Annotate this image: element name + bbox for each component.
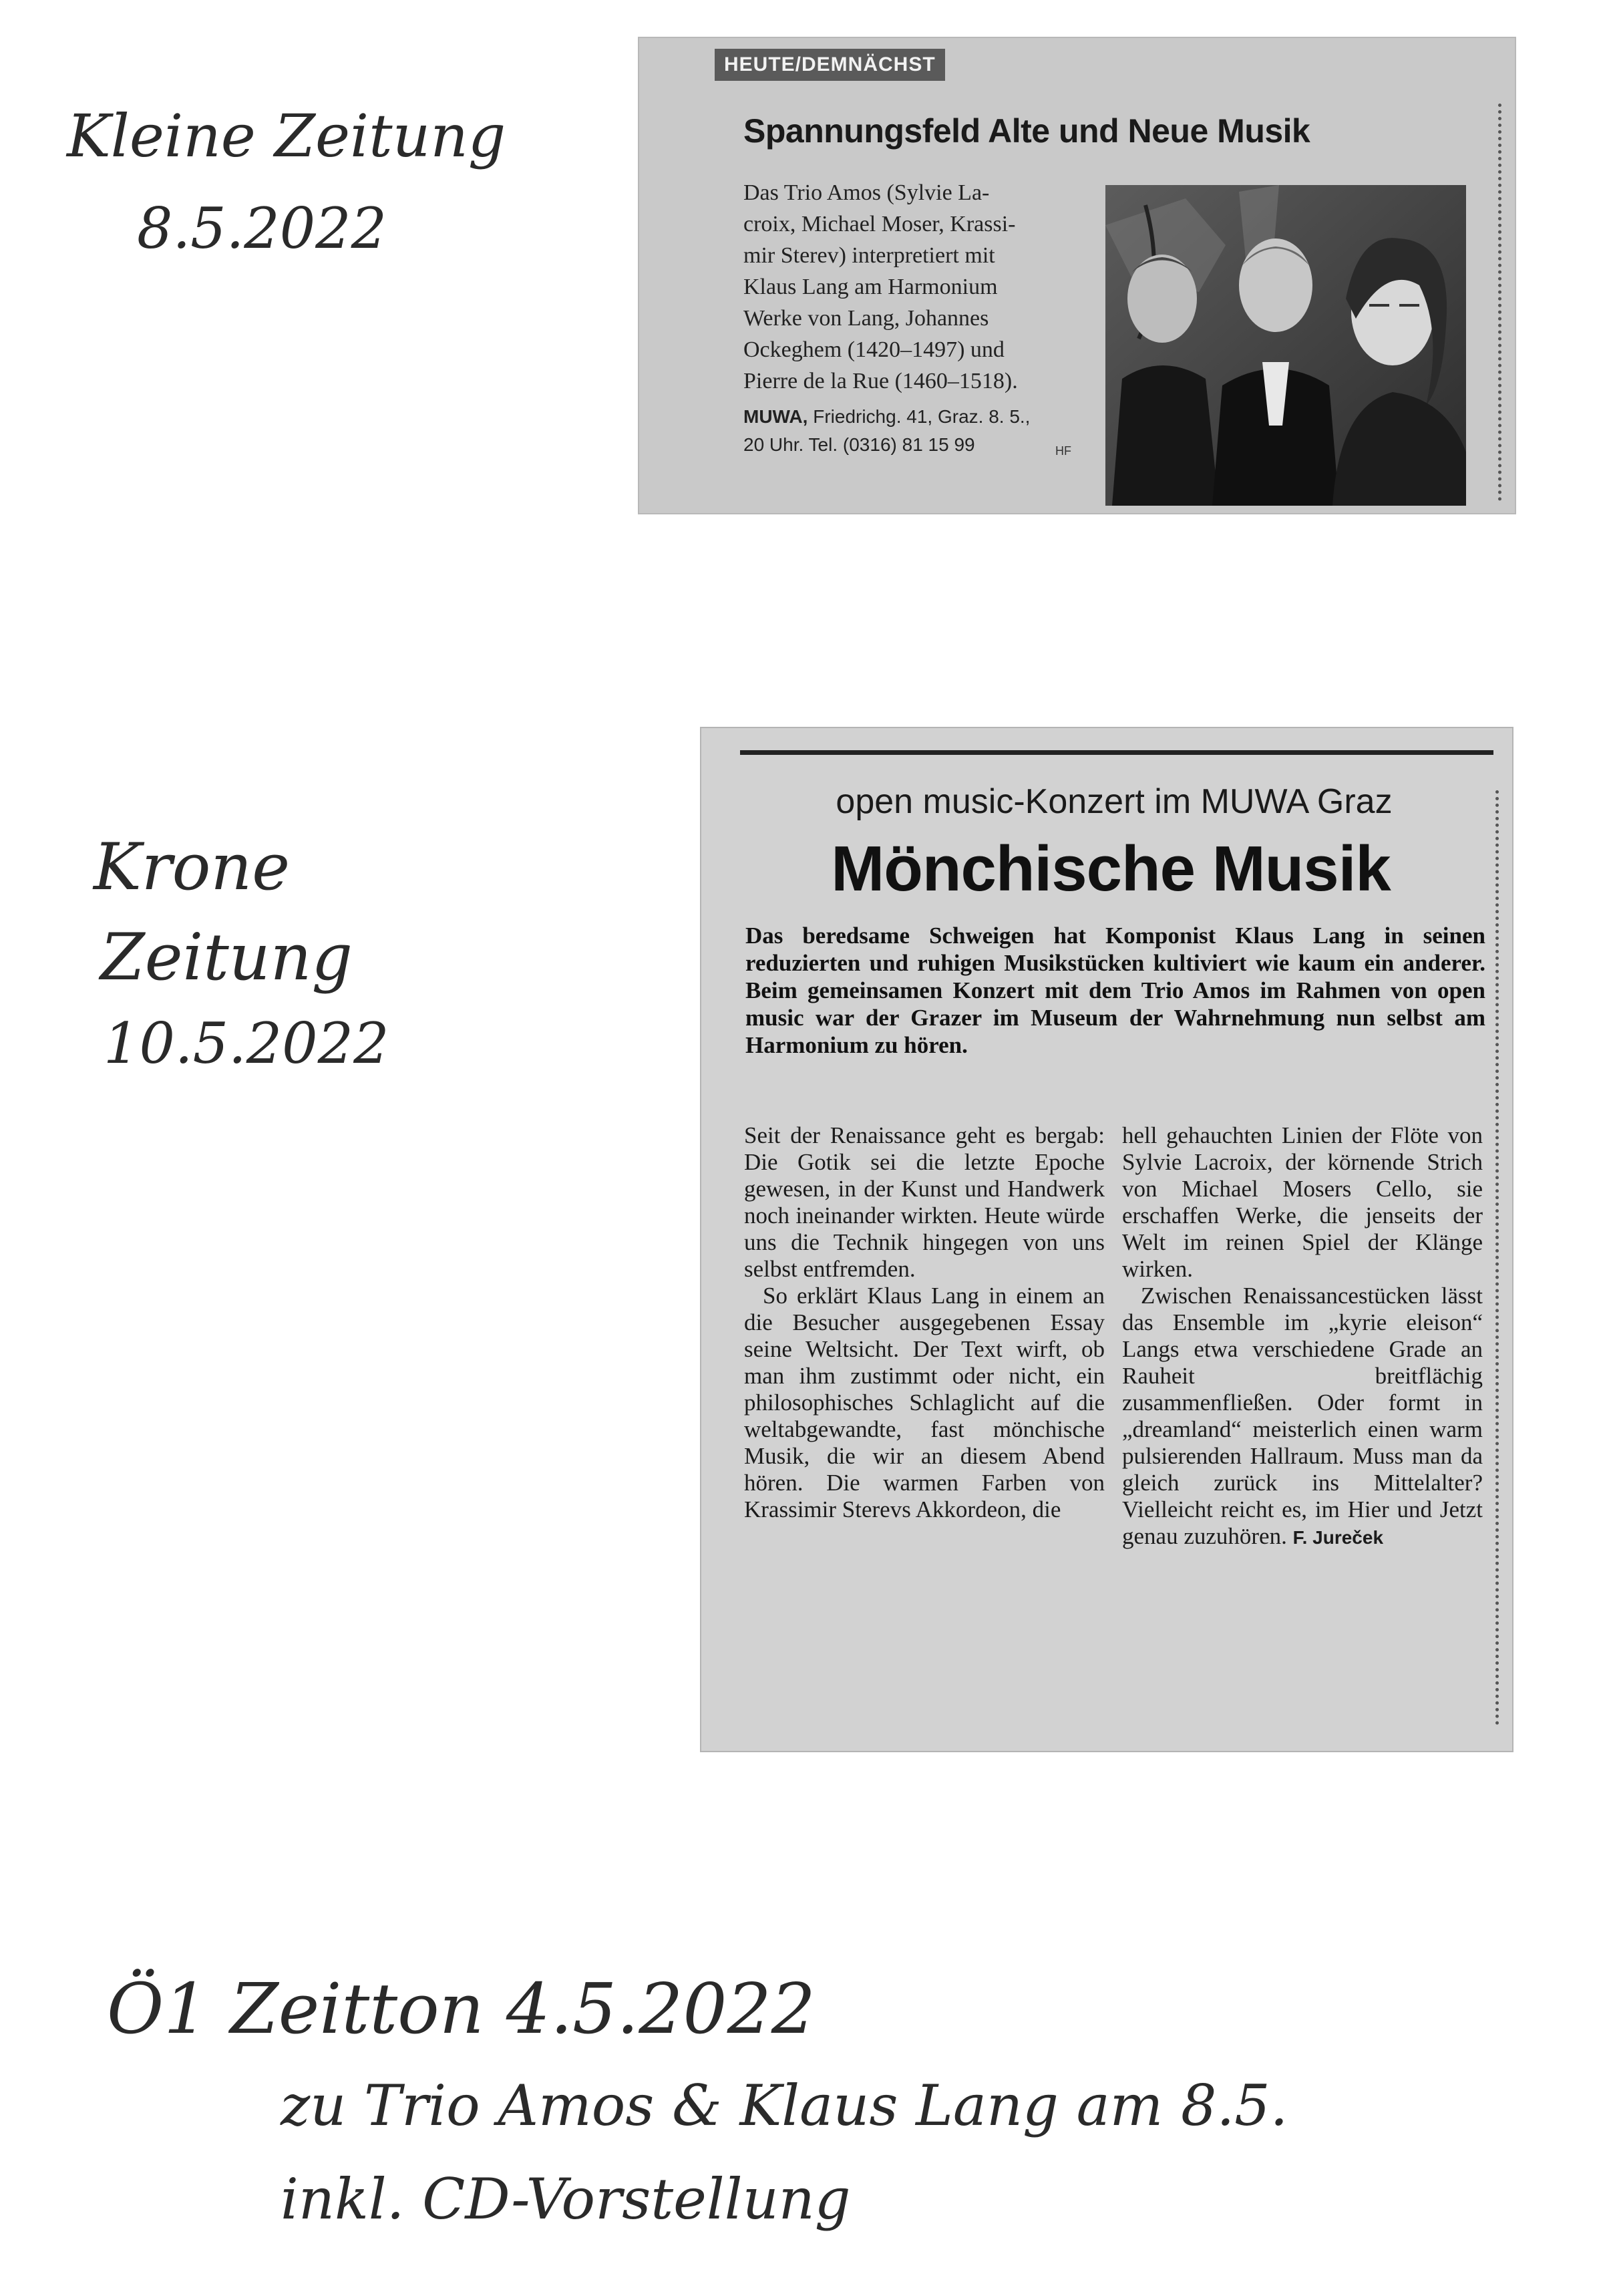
author-credit: HF xyxy=(1055,444,1071,458)
article-headline: Spannungsfeld Alte und Neue Musik xyxy=(743,112,1310,150)
dotted-cut-line xyxy=(1498,104,1501,501)
body-line: Pierre de la Rue (1460–1518). xyxy=(743,369,1018,393)
handwritten-concert-note: zu Trio Amos & Klaus Lang am 8.5. xyxy=(281,2073,1288,2138)
section-tag: HEUTE/DEMNÄCHST xyxy=(715,49,945,81)
band-photo xyxy=(1105,185,1466,506)
paragraph: So erklärt Klaus Lang in einem an die Besucher ausgegebenen Essay seine Weltsicht. Der Text wirft, ob man ihm zustimmt oder nicht, ein philosophisches Schlaglicht auf die weltabgewandte, fast mönchische Musik, die wir an diesem Abend hören. Die warmen Farben von Krassimir Sterevs Akkordeon, die xyxy=(744,1283,1105,1522)
handwritten-date-kleine-zeitung: 8.5.2022 xyxy=(137,196,387,261)
handwritten-date-krone: 10.5.2022 xyxy=(104,1011,389,1076)
author-byline: F. Jureček xyxy=(1292,1527,1384,1548)
dotted-cut-line xyxy=(1495,790,1499,1726)
article-kicker: open music-Konzert im MUWA Graz xyxy=(836,782,1393,821)
body-line: Ockeghem (1420–1497) und xyxy=(743,337,1005,362)
top-rule xyxy=(740,750,1493,755)
trio-photo-illustration xyxy=(1105,185,1466,506)
body-line: Klaus Lang am Harmonium xyxy=(743,275,998,299)
article-lead: Das beredsame Schweigen hat Komponist Klaus Lang in seinen reduzierten und ruhigen Musikstücken kultiviert wie kaum ein anderer. Beim gemeinsamen Konzert mit dem Trio Amos im Rahmen von open music war der Grazer im Museum der Wahrnehmung nun selbst am Harmonium zu hören. xyxy=(745,923,1485,1058)
handwritten-source-krone-line2: Zeitung xyxy=(100,920,353,995)
body-line: Werke von Lang, Johannes xyxy=(743,306,989,331)
venue-address: Friedrichg. 41, Graz. 8. 5., xyxy=(808,406,1031,427)
handwritten-cd-note: inkl. CD-Vorstellung xyxy=(281,2166,851,2232)
paragraph: hell gehauchten Linien der Flöte von Sylvie Lacroix, der körnende Strich von Michael Mosers Cello, sie erschaffen Werke, die jenseits der Welt im reinen Spiel der Klänge wirken. xyxy=(1122,1122,1483,1282)
paragraph-text: Zwischen Renaissancestücken lässt das Ensemble im „kyrie eleison“ Langs etwa verschiedene Grade an Rauheit breitflächig zusammenfließen. Oder formt in „dreamland“ meisterlich einen warm pulsierenden Hallraum. Muss man da gleich zurück ins Mittelalter? Vielleicht reicht es, im Hier und Jetzt genau zuzuhören. xyxy=(1122,1283,1483,1549)
paragraph xyxy=(1122,1283,1483,1551)
body-line: Das Trio Amos (Sylvie La- xyxy=(743,180,990,205)
newspaper-clipping-krone-zeitung xyxy=(700,727,1513,1752)
article-body xyxy=(743,177,1091,397)
venue-time-phone: 20 Uhr. Tel. (0316) 81 15 99 xyxy=(743,434,975,455)
article-column-left xyxy=(744,1122,1105,1523)
article-column-right xyxy=(1122,1122,1483,1551)
newspaper-clipping-kleine-zeitung xyxy=(638,37,1516,514)
body-line: mir Sterev) interpretiert mit xyxy=(743,243,995,268)
paragraph: Seit der Renaissance geht es bergab: Die Gotik sei die letzte Epoche gewesen, in der Kunst und Handwerk noch ineinander wirkten. Heute würde uns die Technik hingegen von uns selbst entfremden. xyxy=(744,1122,1105,1282)
body-line: croix, Michael Moser, Krassi- xyxy=(743,212,1016,236)
handwritten-source-krone-line1: Krone xyxy=(94,830,291,905)
article-headline: Mönchische Musik xyxy=(831,833,1391,905)
venue-name: MUWA, xyxy=(743,406,808,427)
handwritten-source-kleine-zeitung: Kleine Zeitung xyxy=(67,102,506,170)
handwritten-radio-note: Ö1 Zeitton 4.5.2022 xyxy=(107,1968,816,2049)
